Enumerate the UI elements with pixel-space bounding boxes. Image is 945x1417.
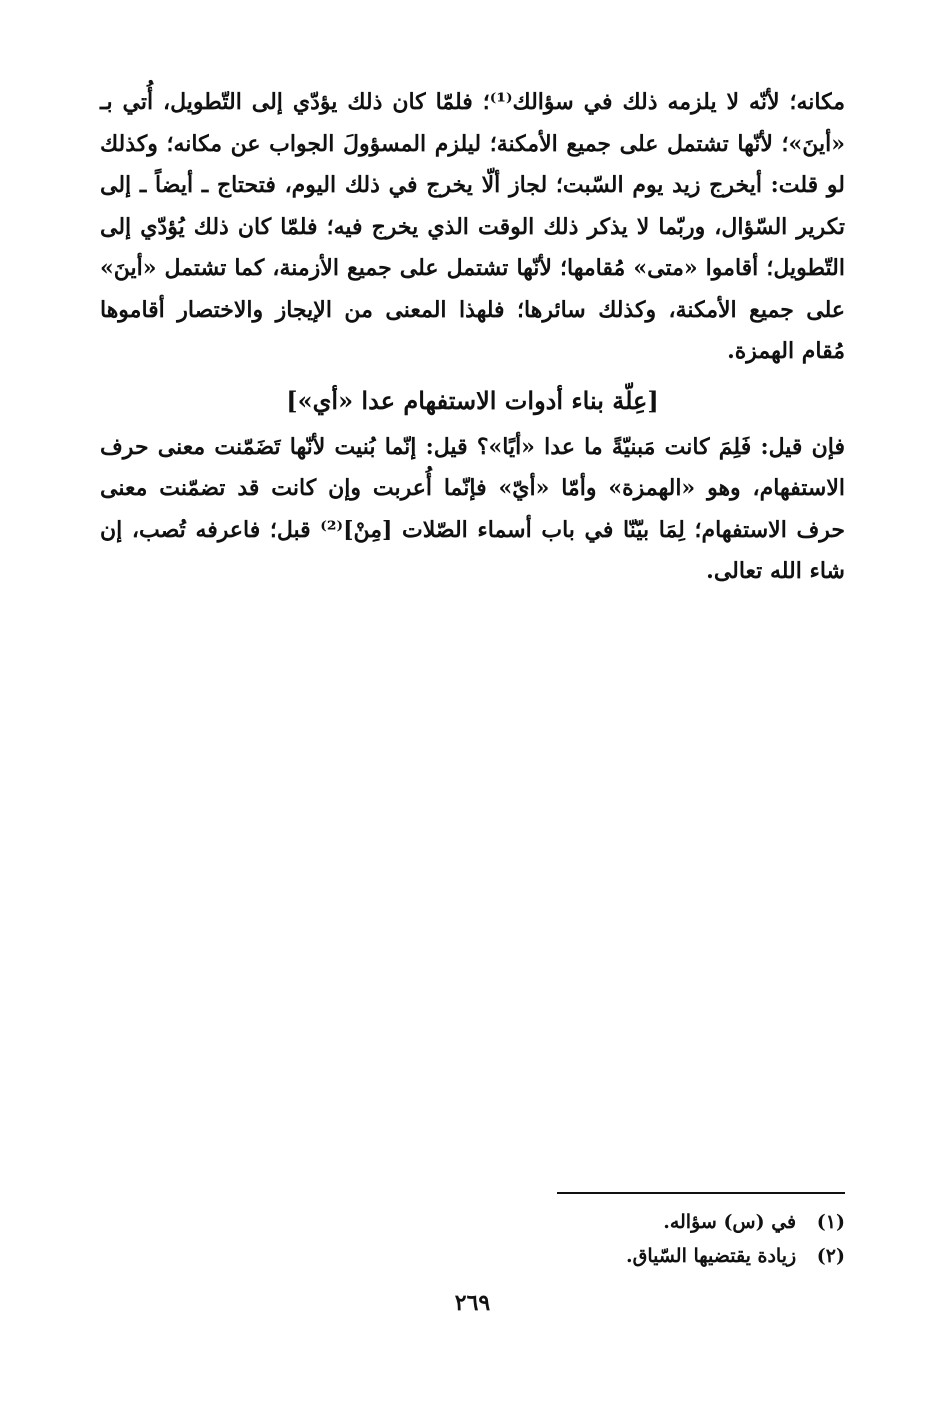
paragraph-1: مكانه؛ لأنّه لا يلزمه ذلك في سؤالك⁽¹⁾؛ فلمّا كان ذلك يؤدّي إلى التّطويل، أُتي بـ «أينَ»؛ لأنّها تشتمل على جميع الأمكنة؛ ليلزم المسؤولَ الجواب عن مكانه؛ وكذلك لو قلت: أيخرج زيد يوم السّبت؛ لجاز ألّا يخرج في ذلك اليوم، فتحتاج ـ أيضاً ـ إلى تكرير السّؤال، وربّما لا يذكر ذلك الوقت الذي يخرج فيه؛ فلمّا كان ذلك يُؤدّي إلى التّطويل؛ أقاموا «متى» مُقامها؛ لأنّها تشتمل على جميع الأزمنة، كما تشتمل «أينَ» على جميع الأمكنة، وكذلك سائرها؛ فلهذا المعنى من الإيجاز والاختصار أقاموها مُقام الهمزة. [100,89,846,364]
section-heading: [عِلّة بناء أدوات الاستفهام عدا «أي»] [286,385,659,415]
page-number: ٢٦٩ [454,1290,491,1316]
footnote-text: زيادة يقتضيها السّياق. [625,1245,797,1267]
footnote-number: (١) [816,1211,845,1233]
footnote-text: في (س) سؤاله. [663,1211,797,1233]
footnote-number: (٢) [816,1245,845,1267]
footnote-2 [245,1239,845,1273]
main-text [100,82,845,593]
footnote-divider [557,1192,845,1194]
footnote-1 [245,1205,845,1239]
footnotes [245,1205,845,1273]
paragraph-2: فإن قيل: فَلِمَ كانت مَبنيّةً ما عدا «أيًا»؟ قيل: إنّما بُنيت لأنّها تَضَمّنت معنى حرف الاستفهام، وهو «الهمزة» وأمّا «أيّ» فإنّما أُعربت وإن كانت قد تضمّنت معنى حرف الاستفهام؛ لِمَا بيّنّا في باب أسماء الصّلات [مِنْ]⁽²⁾ قبل؛ فاعرفه تُصب، إن شاء الله تعالى. [100,433,846,584]
